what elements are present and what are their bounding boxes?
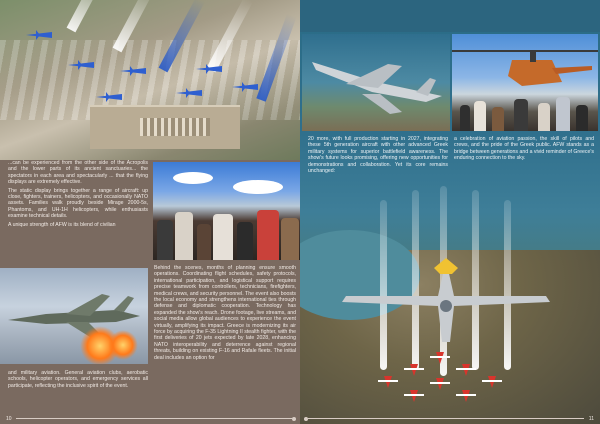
spectators-photo bbox=[153, 162, 300, 260]
left-column-1-continued bbox=[8, 370, 148, 391]
spectator bbox=[257, 210, 279, 260]
paragraph: and military aviation. General aviation clubs, aerobatic schools, helicopter operators, and emergency services all participate, reflecting the inclusive spirit of the event. bbox=[8, 370, 148, 389]
left-column-1-text bbox=[8, 160, 148, 230]
jet-icon bbox=[68, 60, 94, 70]
paragraph: Behind the scenes, months of planning ensure smooth operations. Coordinating flight schedules, safety protocols, international participation, and logistical support requires precise teamwork from controllers, technicians, firefighters, medical crews, and security personnel. The event also boosts the local economy and strengthens international ties through defense and diplomatic cooperation. Technology has expanded the show's reach. Drone footage, live streams, and social media allow global audiences to experience the event virtually, amplifying its impact. Greece is modernizing its air force by acquiring the F-35 Lightning II stealth fighter, with the first deliveries of 20 jets expected by late 2028, enhancing NATO interoperability and deterrence against regional threats, building on existing F-16 and Rafale fleets. The initial deal includes an option for bbox=[154, 265, 296, 361]
paragraph: ...can be experienced from the other side of the Acropolis and the lower parts of its ancient sanctuaries... the spectators in each area and spectacularly ... that the flying displays are extremely effective. bbox=[8, 160, 148, 186]
spectator bbox=[213, 214, 233, 260]
jet-icon bbox=[232, 82, 258, 92]
left-column-2-text bbox=[154, 265, 296, 363]
tornado-jet-photo bbox=[0, 268, 148, 364]
footer-dot bbox=[292, 417, 296, 421]
paragraph: 20 more, with full production starting in 2027, integrating these 5th generation aircraft with other advanced Greek military systems for superior battlefield awareness. The show's future looks promising, offering new opportunities for demonstrations and collaboration. Yet its core remains unchanged: bbox=[308, 136, 448, 175]
visitor bbox=[514, 99, 528, 131]
spectator bbox=[157, 220, 173, 260]
spectator bbox=[175, 212, 193, 260]
jet-icon bbox=[176, 88, 202, 98]
acropolis-flypast-photo bbox=[0, 0, 300, 160]
visitor bbox=[460, 105, 470, 131]
page-number-left: 10 bbox=[6, 416, 12, 422]
smoke-trail bbox=[67, 0, 104, 32]
jet-icon bbox=[26, 30, 52, 40]
right-column-1-text bbox=[308, 136, 448, 176]
visitor bbox=[474, 101, 486, 131]
right-page bbox=[300, 0, 600, 424]
visitor bbox=[538, 103, 550, 131]
visitor bbox=[492, 107, 504, 131]
visitor bbox=[556, 97, 570, 131]
f18-hornet-icon bbox=[336, 256, 556, 346]
f15-eagle-photo bbox=[302, 34, 450, 131]
right-column-2-text bbox=[454, 136, 594, 164]
jet-icon bbox=[120, 66, 146, 76]
flare bbox=[108, 330, 138, 360]
visitor bbox=[576, 105, 588, 131]
paragraph: a celebration of aviation passion, the skill of pilots and crews, and the pride of the Greek public. AFW stands as a bridge between generations and a vivid reminder of Greece's enduring connection to the sky. bbox=[454, 136, 594, 162]
jet-icon bbox=[96, 92, 122, 102]
header-band bbox=[300, 0, 600, 32]
paragraph: A unique strength of AFW is its blend of civilian bbox=[8, 221, 116, 228]
spectator bbox=[281, 218, 299, 260]
spectator bbox=[197, 224, 211, 260]
paragraph: The static display brings together a range of aircraft: up close, fighters, trainers, helicopters, and occasionally NATO assets. Families walk proudly beside Mirage 2000-5s, Phantoms, and UH-1H helicopters, while enthusiasts examine technical details. bbox=[8, 187, 148, 220]
footer-rule bbox=[16, 418, 292, 419]
cloud bbox=[173, 172, 213, 184]
footer-rule bbox=[308, 418, 584, 419]
parthenon-columns bbox=[140, 118, 210, 136]
spectator bbox=[237, 222, 253, 260]
page-number-right: 11 bbox=[588, 416, 594, 422]
jet-icon bbox=[196, 64, 222, 74]
helicopter-display-photo bbox=[452, 34, 598, 131]
aerobatic-formation-icon bbox=[340, 350, 540, 410]
cloud bbox=[233, 180, 283, 194]
helicopter-icon bbox=[452, 42, 598, 102]
f15-jet-icon bbox=[306, 48, 446, 118]
